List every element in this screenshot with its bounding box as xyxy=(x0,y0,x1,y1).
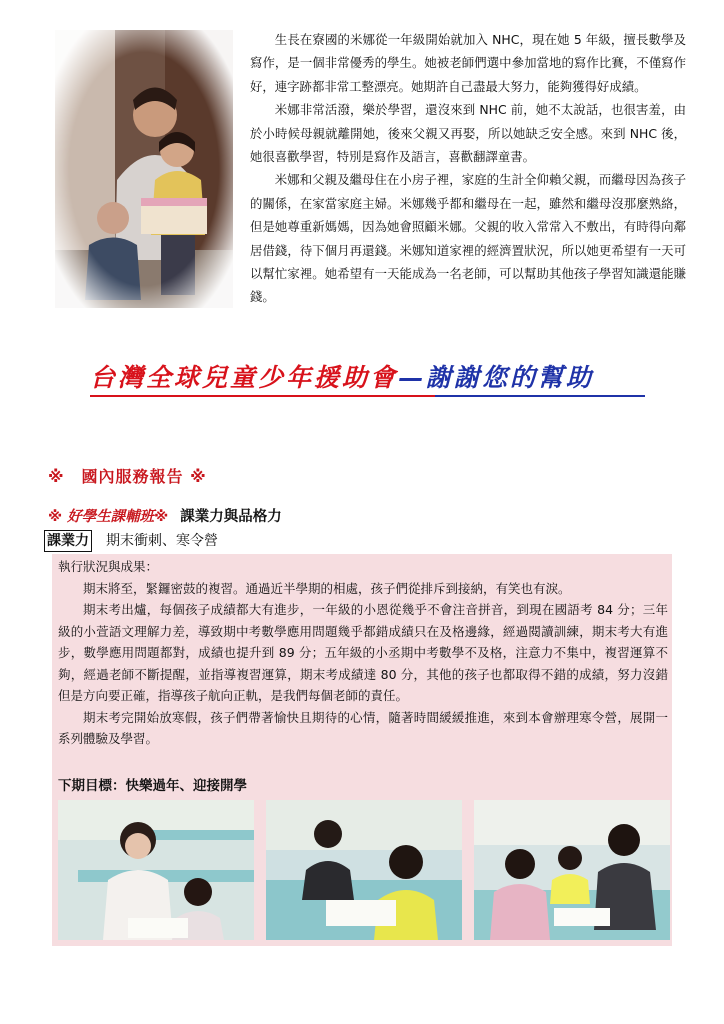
report-paragraph: 期末考出爐，每個孩子成績都大有進步，一年級的小恩從幾乎不會注音拼音，到現在國語考 84 分；三年級的小萱語文理解力差，導致期中考數學應用問題幾乎都錯成績只在及格邊緣，經過閱讀訓練，期末考大有進步，數學應用問題都對，成績也提升到 89 分；五年級的小丞期中考數學不及格，注意力不集中，複習運算不夠，經過老師不斷提醒，並指導複習運算，期末考成績達 80 分，其他的孩子也都取得不錯的成績，努力沒錯但是方向要正確，指導孩子航向正軌，是我們每個老師的責任。 xyxy=(58,602,668,703)
section-title: ※ 國內服務報告 ※ xyxy=(48,467,207,486)
banner-underline-red xyxy=(90,395,435,397)
student-story xyxy=(250,28,686,309)
classroom-photo xyxy=(474,800,670,940)
story-paragraph: 米娜非常活潑，樂於學習，還沒來到 NHC 前，她不太說話，也很害羞，由於小時候母親就離開她，後來父親又再娶，所以她缺乏安全感。來到 NHC 後，她很喜歡學習，特別是寫作及語言，喜歡翻譯童書。 xyxy=(250,102,686,165)
next-goal: 下期目標：快樂過年、迎接開學 xyxy=(58,778,247,794)
classroom-photo xyxy=(266,800,462,940)
program-focus: 課業力與品格力 xyxy=(180,509,282,525)
org-name: 台灣全球兒童少年援助會 xyxy=(90,363,399,392)
category-row xyxy=(44,530,218,552)
story-paragraph: 生長在寮國的米娜從一年級開始就加入 NHC，現在她 5 年級，擅長數學及寫作，是一個非常優秀的學生。她被老師們選中參加當地的寫作比賽，不僅寫作好，連字跡都非常工整漂亮。她期許自己盡最大努力，能夠獲得好成績。 xyxy=(250,32,686,94)
report-content xyxy=(58,556,668,750)
report-paragraph: 期末考完開始放寒假，孩子們帶著愉快且期待的心情，隨著時間緩緩推進，來到本會辦理寒令營，展開一系列體驗及學習。 xyxy=(58,709,668,746)
thank-you-text: —謝謝您的幫助 xyxy=(398,363,595,392)
family-photo xyxy=(55,30,233,308)
thank-you-banner xyxy=(90,358,594,398)
story-paragraph: 米娜和父親及繼母住在小房子裡，家庭的生計全仰賴父親，而繼母因為孩子的關係，在家當家庭主婦。米娜幾乎都和繼母在一起，雖然和繼母沒那麼熟絡，但是她尊重新媽媽，因為她會照顧米娜。父親的收入常常入不敷出，有時得向鄰居借錢，待下個月再還錢。米娜知道家裡的經濟置狀況，所以她更希望有一天可以幫忙家裡。她希望有一天能成為一名老師，可以幫助其他孩子學習知識還能賺錢。 xyxy=(250,172,686,305)
program-name: ※ 好學生課輔班※ xyxy=(48,509,169,525)
subsection-title xyxy=(48,505,282,526)
classroom-photo xyxy=(58,800,254,940)
report-heading: 執行狀況與成果： xyxy=(58,559,159,574)
report-paragraph: 期末將至，緊鑼密鼓的複習。通過近半學期的相處，孩子們從排斥到接納，有笑也有淚。 xyxy=(83,580,571,596)
banner-underline xyxy=(90,395,645,397)
banner-underline-blue xyxy=(435,395,645,397)
category-text: 期末衝刺、寒令營 xyxy=(106,533,218,549)
category-tag: 課業力 xyxy=(44,530,92,552)
